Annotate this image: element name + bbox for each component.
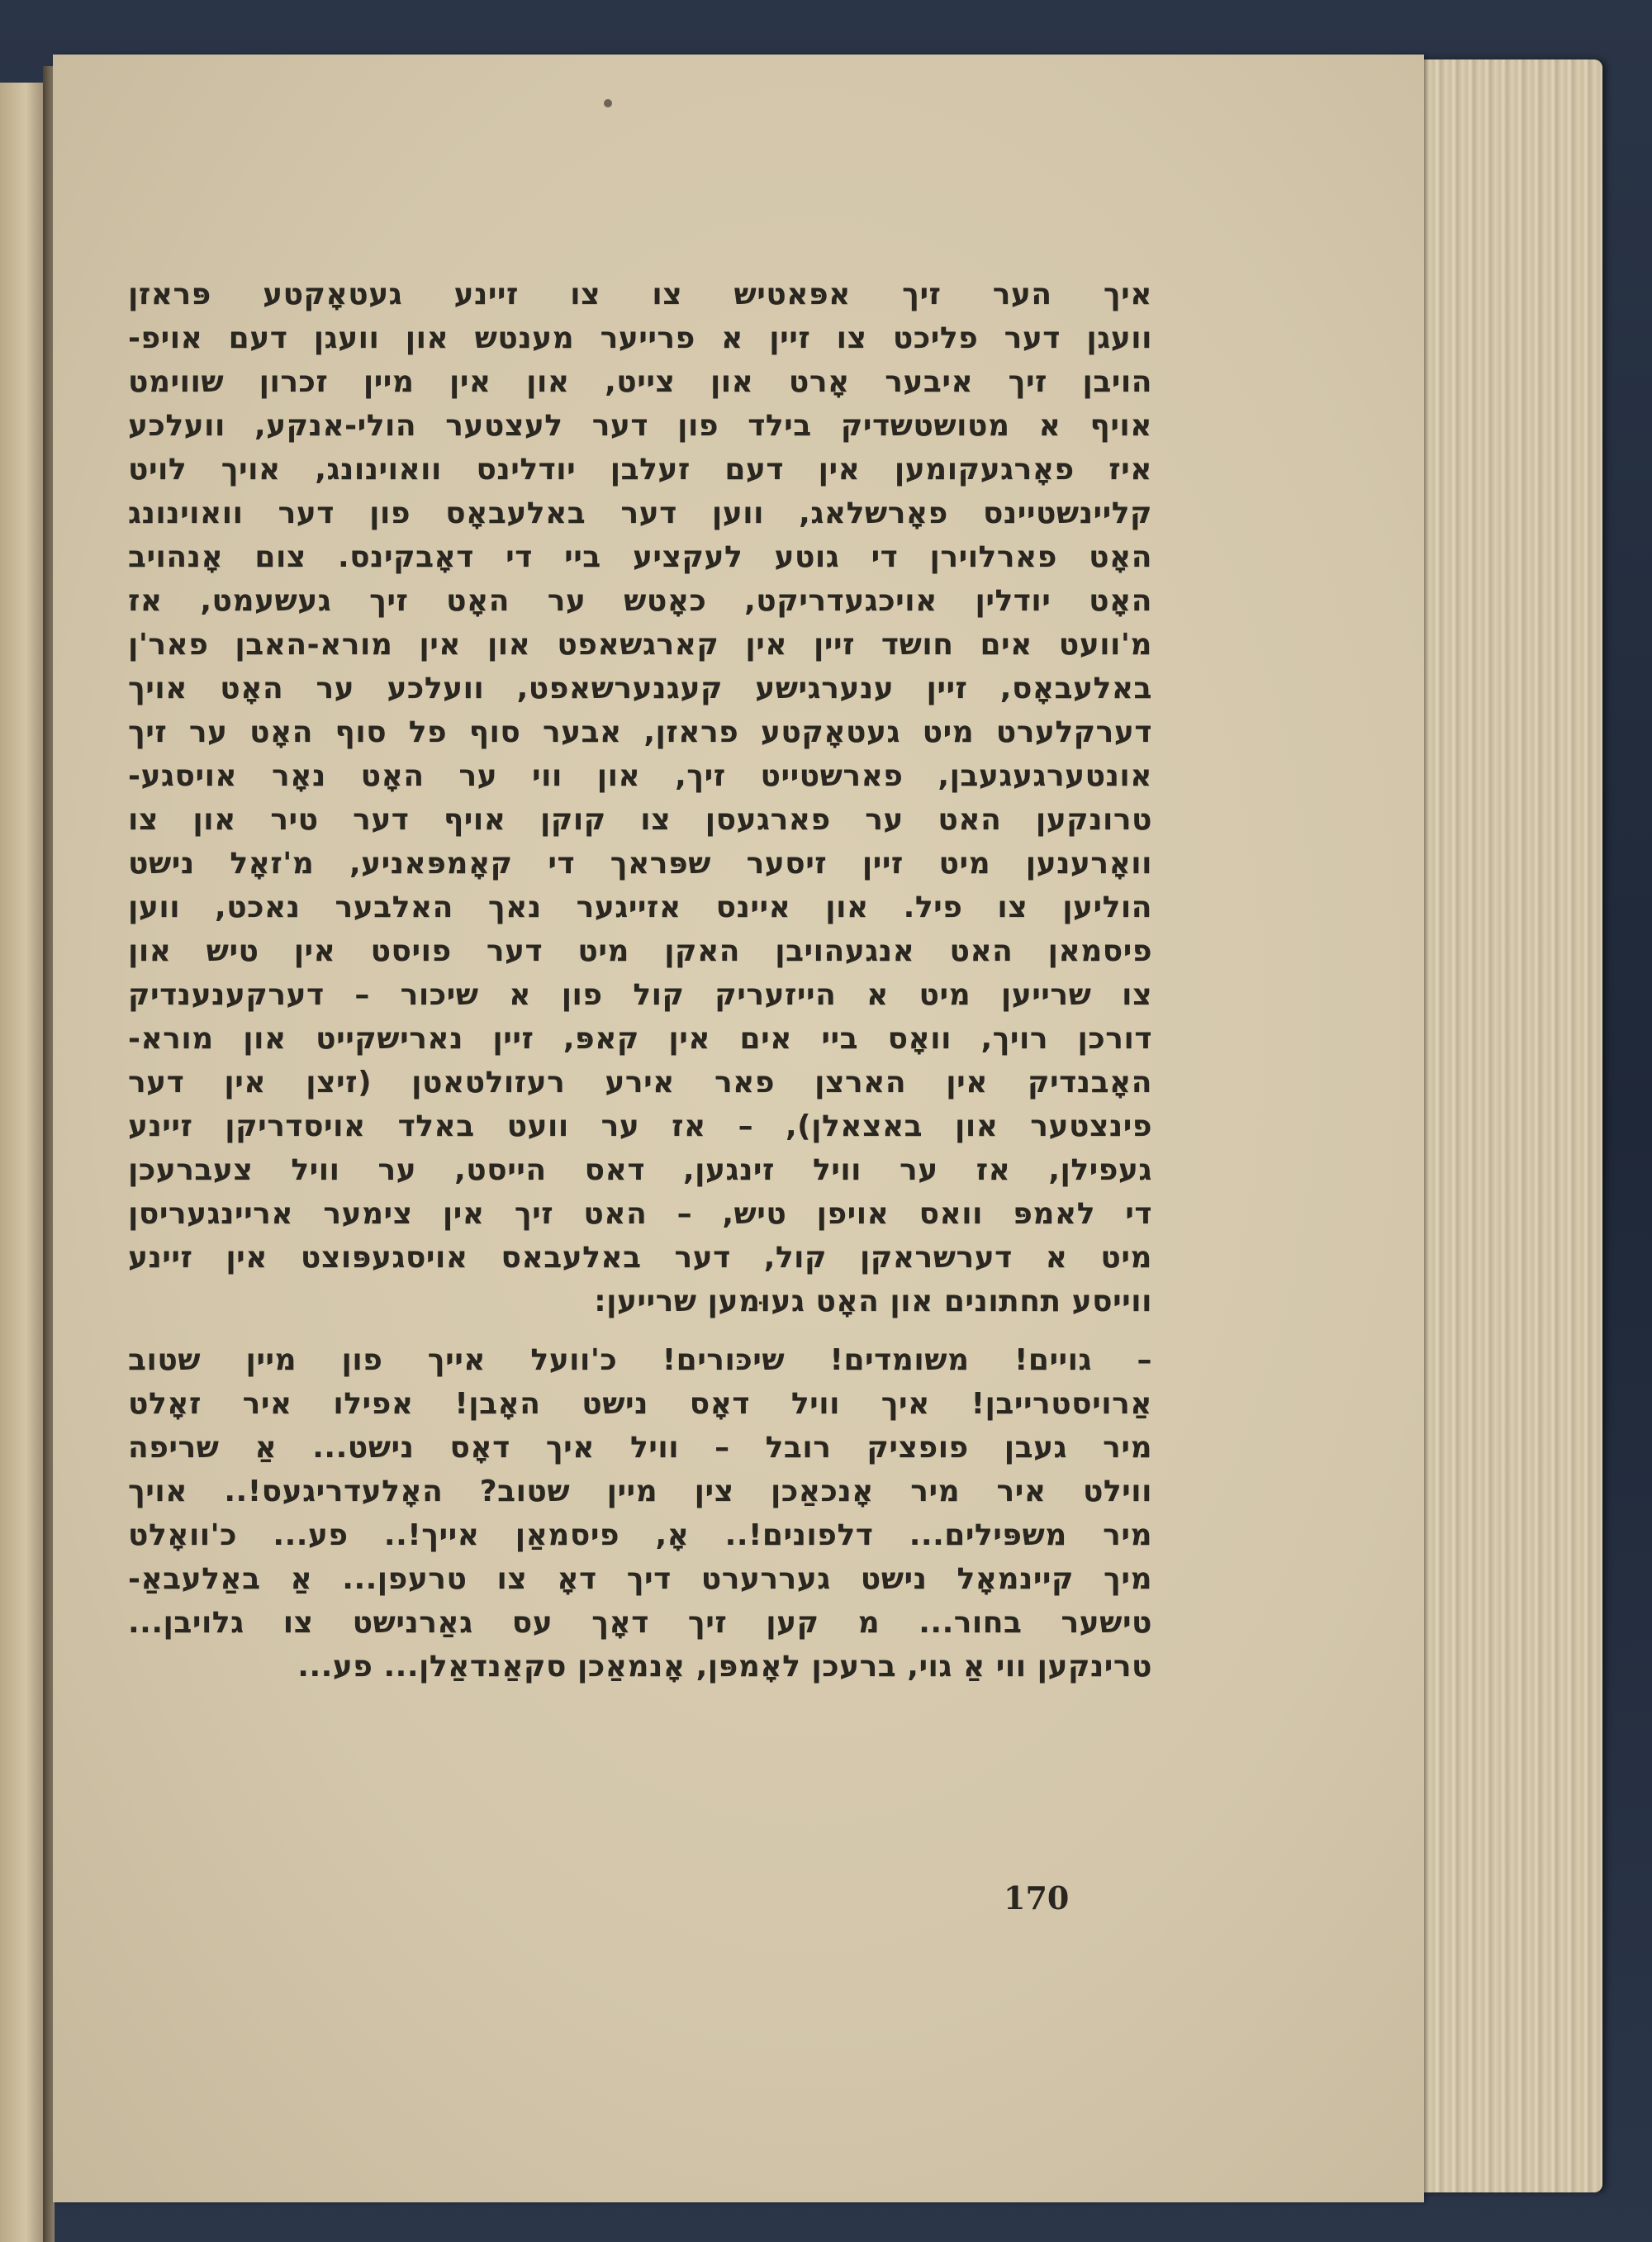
text-line: ווילט איר מיר אָנכאַכן צין מיין שטוב? האָלעדריגעס!.. אויך bbox=[128, 1475, 1152, 1508]
previous-page-edge bbox=[0, 83, 45, 2242]
text-line: מ'וועט אים חושד זיין אין קארגשאפט און אין מורא-האבן פאר'ן bbox=[128, 628, 1152, 662]
text-line: אויף א מטושטשדיק בילד פון דער לעצטער הולי-אנקע, וועלכע bbox=[128, 409, 1152, 443]
text-line: וואָרענען מיט זיין זיסער שפּראך די קאָמפּאניע, מ'זאָל נישט bbox=[128, 847, 1152, 881]
text-line: האָט יודלין אויכגעדריקט, כאָטש ער האָט זיך געשעמט, אז bbox=[128, 584, 1152, 618]
text-line: פינצטער און באצאלן), – אז ער וועט באלד אויסדריקן זיינע bbox=[128, 1109, 1152, 1143]
text-line: ווייסע תחתונים און האָט געוּמען שרייען: bbox=[594, 1285, 1152, 1318]
paragraph-gap bbox=[128, 1323, 1152, 1338]
text-line: באלעבאָס, זיין ענערגישע קעגנערשאפט, וועלכע ער האָט אויך bbox=[128, 672, 1152, 705]
text-line: טרינקען ווי אַ גוי, ברעכן לאָמפּן, אָנמאַכן סקאַנדאַלן... פע... bbox=[297, 1650, 1152, 1684]
text-line: צו שרייען מיט א הייזעריק קול פון א שיכור – דערקענענדיק bbox=[128, 978, 1152, 1012]
text-line: די לאמפּ וואס אויפן טיש, – האט זיך אין צימער אריינגעריסן bbox=[128, 1197, 1152, 1231]
text-line: געפילן, אז ער וויל זינגען, דאס הייסט, ער וויל צעברעכן bbox=[128, 1153, 1152, 1187]
text-line: אַרויסטרייבן! איך וויל דאָס נישט האָבן! אפילו איר זאָלט bbox=[128, 1387, 1152, 1421]
text-line: מיר געבן פופציק רובל – וויל איך דאָס נישט... אַ שריפה bbox=[128, 1431, 1152, 1465]
page-body-text bbox=[128, 273, 1152, 1689]
text-line: מיך קיינמאָל נישט געררערט דיך דאָ צו טרעפן... אַ באַלעבאַ- bbox=[128, 1562, 1152, 1596]
text-line: איז פאָרגעקומען אין דעם זעלבן יודלינס וואוינונג, אויך לויט bbox=[128, 453, 1152, 487]
text-line: מיר משפּילים... דלפונים!.. אָ, פיסמאַן אייך!.. פע... כ'וואָלט bbox=[128, 1518, 1152, 1552]
text-line: דערקלערט מיט געטאָקטע פראזן, אבער סוף פל סוף האָט ער זיך bbox=[128, 715, 1152, 749]
text-line: האָט פארלוירן די גוטע לעקציע ביי די דאָבקינס. צום אָנהויב bbox=[128, 540, 1152, 574]
text-line: פיסמאן האט אנגעהויבן האקן מיט דער פויסט אין טיש און bbox=[128, 934, 1152, 968]
text-line: מיט א דערשראקן קול, דער באלעבאס אויסגעפּוצט אין זיינע bbox=[128, 1241, 1152, 1275]
page-number: 170 bbox=[1004, 1879, 1070, 1917]
text-line: קליינשטיינס פאָרשלאג, ווען דער באלעבאָס פון דער וואוינונג bbox=[128, 496, 1152, 530]
text-line: הוליען צו פיל. און איינס אזייגער נאך האלבער נאכט, ווען bbox=[128, 891, 1152, 924]
text-line: טרונקען האט ער פארגעסן צו קוקן אויף דער טיר און צו bbox=[128, 803, 1152, 837]
page-edges bbox=[1396, 59, 1602, 2192]
ink-dot bbox=[604, 99, 612, 107]
text-line: איך הער זיך אפּאטיש צו צו זיינע געטאָקטע פּראזן bbox=[128, 278, 1152, 311]
text-line: טישער בחור... מ קען זיך דאָך עס גאַרנישט צו גלויבן... bbox=[128, 1606, 1152, 1640]
text-line: וועגן דער פליכט צו זיין א פרייער מענטש און וועגן דעם אויפ- bbox=[128, 321, 1152, 355]
text-line: דורכן רויך, וואָס ביי אים אין קאפּ, זיין נארישקייט און מורא- bbox=[128, 1022, 1152, 1056]
text-line: האָבנדיק אין הארצן פאר אירע רעזולטאטן (זיצן אין דער bbox=[128, 1066, 1152, 1100]
text-line: – גויים! משומדים! שיכּורים! כ'וועל אייך פון מיין שטוב bbox=[128, 1343, 1152, 1377]
text-line: הויבן זיך איבער אָרט און צייט, און אין מיין זכרון שווימט bbox=[128, 365, 1152, 399]
text-line: אונטערגעגעבן, פארשטייט זיך, און ווי ער האָט נאָר אויסגע- bbox=[128, 759, 1152, 793]
